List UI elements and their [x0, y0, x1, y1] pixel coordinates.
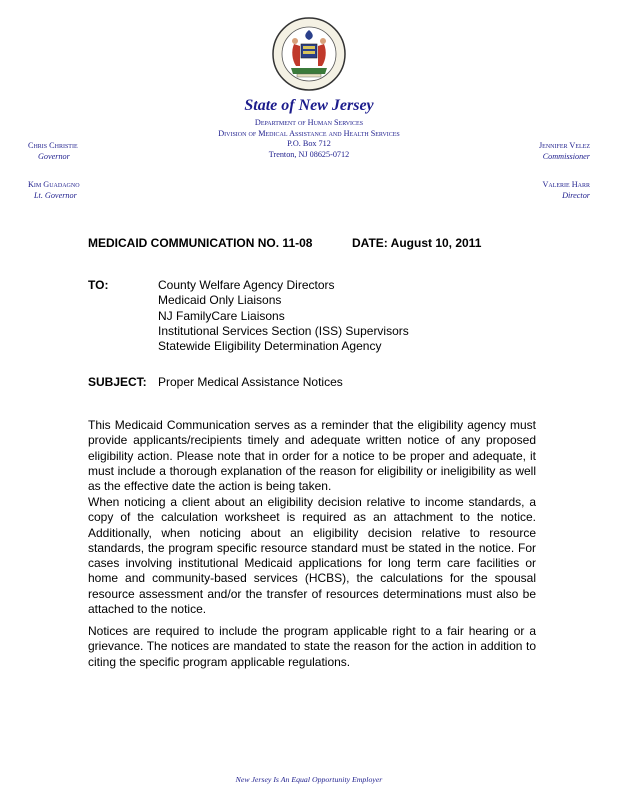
lt-governor-title: Lt. Governor [34, 190, 77, 200]
lt-governor-name: Kim Guadagno [28, 180, 80, 189]
division-name: Division of Medical Assistance and Health Services [218, 128, 400, 138]
department-block [100, 118, 518, 160]
subject-label: SUBJECT: [88, 375, 147, 389]
commissioner-block [539, 141, 590, 162]
list-item: NJ FamilyCare Liaisons [158, 308, 285, 323]
lt-governor-block [28, 180, 80, 201]
to-label: TO: [88, 278, 109, 292]
governor-block [28, 141, 78, 162]
list-item: Statewide Eligibility Determination Agency [158, 339, 382, 354]
governor-title: Governor [38, 151, 70, 161]
department-name: Department of Human Services [254, 118, 364, 127]
state-title: State of New Jersey [244, 97, 374, 114]
body-paragraph-3: Notices are required to include the program applicable right to a fair hearing or a grievance. The notices are mandated to state the reason for the action in addition to citing the specific program applicable regulations. [88, 624, 536, 669]
po-box: P.O. Box 712 [287, 139, 331, 149]
commissioner-title: Commissioner [542, 151, 590, 161]
footer-text: New Jersey Is An Equal Opportunity Employer [235, 775, 383, 784]
list-item: Medicaid Only Liaisons [158, 293, 282, 308]
list-item: County Welfare Agency Directors [158, 278, 335, 292]
body-paragraph-2: When noticing a client about an eligibility decision relative to income standards, a copy of the calculation worksheet is required as an attachment to the notice. Additionally, when noticing about an eligibility decision relative to resource standards, the program specific resource standard must be stated in the notice. For cases involving institutional Medicaid applications for long term care facilities or home and community-based services (HCBS), the calculations for the spousal resource assessment and/or the transfer of resources determinations must also be attached to the notice. [88, 495, 536, 617]
state-seal-icon [271, 16, 347, 92]
governor-name: Chris Christie [28, 141, 78, 150]
city-address: Trenton, NJ 08625-0712 [268, 149, 350, 159]
director-name: Valerie Harr [542, 180, 590, 189]
list-item: Institutional Services Section (ISS) Supervisors [158, 323, 409, 338]
director-title: Director [562, 190, 590, 200]
memo-date: DATE: August 10, 2011 [352, 236, 482, 250]
commissioner-name: Jennifer Velez [539, 141, 590, 150]
director-block [542, 180, 590, 201]
subject-text: Proper Medical Assistance Notices [158, 375, 343, 389]
to-recipient-list [158, 278, 409, 354]
memo-number: MEDICAID COMMUNICATION NO. 11-08 [88, 236, 313, 250]
body-paragraph-1: This Medicaid Communication serves as a reminder that the eligibility agency must provide applicants/recipients timely and adequate written notice of any proposed eligibility action. Please note that in order for a notice to be proper and adequate, it must include a thorough explanation of the reason for eligibility or ineligibility as well as the effective date the action is being taken. [88, 418, 536, 494]
